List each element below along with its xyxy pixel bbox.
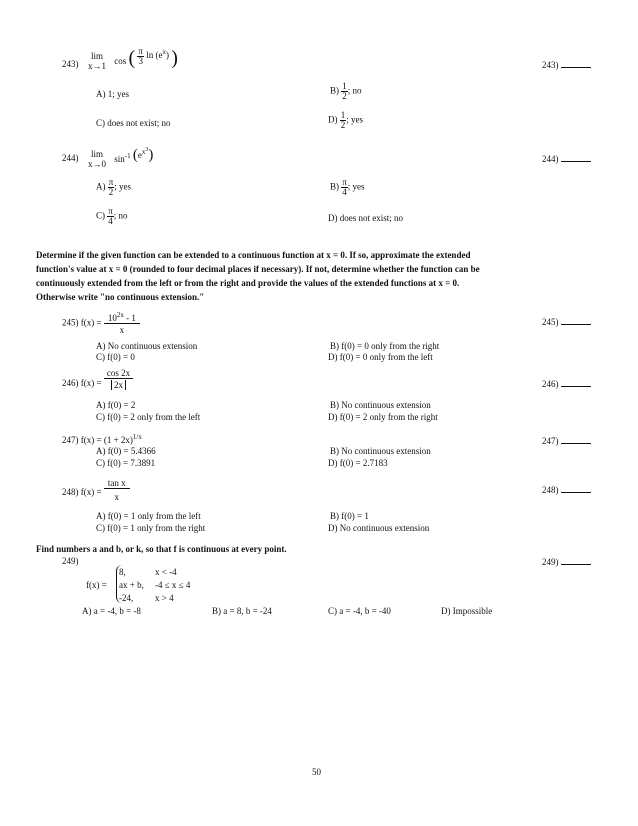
q248-option-a[interactable]: A) f(0) = 1 only from the left xyxy=(96,511,201,521)
fraction xyxy=(104,479,130,502)
question-243-number: 243) xyxy=(62,59,79,69)
answer-blank[interactable] xyxy=(561,556,591,565)
q245-option-c[interactable]: C) f(0) = 0 xyxy=(96,352,135,362)
den: 4 xyxy=(342,187,347,197)
answer-blank[interactable] xyxy=(561,435,591,444)
fx-label: f(x) = xyxy=(80,377,102,388)
q249-option-c[interactable]: C) a = -4, b = -40 xyxy=(328,606,391,616)
den: 2 xyxy=(108,187,114,197)
q244-option-d[interactable]: D) does not exist; no xyxy=(328,213,403,223)
instructions-line-2: function's value at x = 0 (rounded to four decimal places if necessary). If not, determine whether the function can be xyxy=(36,264,480,274)
abs-denominator: 2x xyxy=(111,380,126,390)
question-number: 247) xyxy=(62,435,79,445)
answer-line-246[interactable] xyxy=(542,378,591,389)
denominator: x xyxy=(114,492,119,502)
instructions-line-4: Otherwise write "no continuous extension." xyxy=(36,292,205,302)
question-248-expression xyxy=(62,479,130,502)
exponent: 2x xyxy=(116,311,124,319)
q247-option-b[interactable]: B) No continuous extension xyxy=(330,446,431,456)
q248-option-c[interactable]: C) f(0) = 1 only from the right xyxy=(96,523,206,533)
answer-line-245[interactable] xyxy=(542,316,591,327)
right-paren: ) xyxy=(148,147,154,164)
answer-label: 249) xyxy=(542,557,559,567)
three-denominator: 3 xyxy=(138,55,143,66)
cos-text: cos xyxy=(114,56,127,66)
numerator xyxy=(104,312,140,324)
answer-blank[interactable] xyxy=(561,316,591,325)
q244-option-b[interactable] xyxy=(330,178,365,197)
exp-three: 3 xyxy=(145,147,149,153)
piece-1-expr: 8, xyxy=(119,567,126,577)
question-244-number: 244) xyxy=(62,153,79,163)
q245-option-d[interactable]: D) f(0) = 0 only from the left xyxy=(328,352,433,362)
q247-option-a[interactable]: A) f(0) = 5.4366 xyxy=(96,446,156,456)
answer-line-249[interactable] xyxy=(542,556,591,567)
q243-option-c[interactable]: C) does not exist; no xyxy=(96,118,171,128)
answer-label: 244) xyxy=(542,154,559,164)
option-suffix: ; yes xyxy=(347,181,365,192)
ln-text: ln (e xyxy=(146,50,163,61)
question-246-expression xyxy=(62,369,133,390)
left-paren: ( xyxy=(128,47,136,69)
close-paren: ) xyxy=(165,50,169,61)
piece-3-expr: -24, xyxy=(119,593,134,603)
instructions-line-1: Determine if the given function can be extended to a continuous function at x = 0. If so, approximate the extended xyxy=(36,250,471,260)
q245-option-b[interactable]: B) f(0) = 0 only from the right xyxy=(330,341,440,351)
sin-text: sin xyxy=(114,154,125,164)
den: 4 xyxy=(108,216,113,226)
exp-x: x xyxy=(141,148,146,156)
fraction xyxy=(104,312,140,335)
answer-label: 243) xyxy=(542,60,559,70)
piece-2-cond: -4 ≤ x ≤ 4 xyxy=(155,580,191,590)
option-prefix: D) xyxy=(328,114,338,125)
q246-option-b[interactable]: B) No continuous extension xyxy=(330,400,431,410)
answer-blank[interactable] xyxy=(561,378,591,387)
lim-subscript: x→0 xyxy=(88,158,106,169)
q247-option-d[interactable]: D) f(0) = 2.7183 xyxy=(328,458,388,468)
answer-line-248[interactable] xyxy=(542,484,591,495)
q246-option-a[interactable]: A) f(0) = 2 xyxy=(96,400,136,410)
q245-option-a[interactable]: A) No continuous extension xyxy=(96,341,198,351)
question-number: 248) xyxy=(62,486,79,497)
num: π xyxy=(108,177,114,187)
option-suffix: ; no xyxy=(113,210,128,221)
instructions-line-3: continuously extended from the left or from the right and provide the values of the extended functions at x = 0. xyxy=(36,278,460,288)
numerator: tan x xyxy=(104,479,130,489)
q248-option-d[interactable]: D) No continuous extension xyxy=(328,523,430,533)
q246-option-d[interactable]: D) f(0) = 2 only from the right xyxy=(328,412,438,422)
option-suffix: ; yes xyxy=(346,114,363,125)
fx-expression: f(x) = (1 + 2x) xyxy=(80,435,133,445)
limit-operator xyxy=(88,150,106,170)
fx-label: f(x) = xyxy=(80,486,102,497)
lim-subscript: x→1 xyxy=(88,60,106,71)
answer-blank[interactable] xyxy=(561,153,591,162)
page-number: 50 xyxy=(312,767,321,777)
q243-option-a[interactable]: A) 1; yes xyxy=(96,89,129,99)
pi-over-3 xyxy=(137,47,144,66)
piece-3-cond: x > 4 xyxy=(155,593,174,603)
answer-label: 245) xyxy=(542,317,559,327)
answer-blank[interactable] xyxy=(561,484,591,493)
question-number: 245) xyxy=(62,317,79,328)
num: π xyxy=(108,206,113,216)
answer-label: 248) xyxy=(542,485,559,495)
q244-option-c[interactable] xyxy=(96,207,128,226)
q249-option-a[interactable]: A) a = -4, b = -8 xyxy=(82,606,141,616)
option-suffix: ; no xyxy=(347,85,362,96)
left-paren: ( xyxy=(132,147,138,164)
piece-1-cond: x < -4 xyxy=(155,567,177,577)
q247-option-c[interactable]: C) f(0) = 7.3891 xyxy=(96,458,156,468)
exponent: 1/x xyxy=(132,433,142,441)
lim-text: lim xyxy=(90,51,103,61)
question-247-expression xyxy=(62,433,142,445)
q249-option-b[interactable]: B) a = 8, b = -24 xyxy=(212,606,272,616)
exponent-x: x xyxy=(162,48,166,57)
e-text: e xyxy=(137,150,142,160)
piece-2-expr: ax + b, xyxy=(119,580,144,590)
lim-text: lim xyxy=(90,149,103,159)
answer-line-243[interactable] xyxy=(542,59,591,70)
den: 2 xyxy=(342,91,347,101)
q243-option-b[interactable] xyxy=(330,82,362,101)
question-number: 246) xyxy=(62,377,79,388)
denominator: x xyxy=(119,325,125,335)
instructions-2: Find numbers a and b, or k, so that f is continuous at every point. xyxy=(36,544,287,554)
q249-option-d[interactable]: D) Impossible xyxy=(441,606,493,616)
question-245-expression xyxy=(62,312,140,335)
answer-line-247[interactable] xyxy=(542,435,591,446)
answer-label: 247) xyxy=(542,436,559,446)
fx-label: f(x) = xyxy=(80,317,102,328)
fraction xyxy=(104,369,133,390)
option-prefix: C) xyxy=(96,210,105,221)
option-prefix: B) xyxy=(330,181,339,192)
question-249-number: 249) xyxy=(62,556,79,566)
answer-line-244[interactable] xyxy=(542,153,591,164)
option-suffix: ; yes xyxy=(114,181,132,192)
num: π xyxy=(342,177,347,187)
q244-option-a[interactable] xyxy=(96,178,131,197)
right-paren: ) xyxy=(171,47,178,69)
pi-numerator: π xyxy=(138,45,143,56)
den: 2 xyxy=(340,120,346,130)
question-243-expression xyxy=(88,45,178,72)
question-244-expression xyxy=(88,147,154,170)
numerator: cos 2x xyxy=(104,369,133,379)
num: 1 xyxy=(340,110,346,120)
piecewise-fx: f(x) = xyxy=(86,580,107,590)
base: 10 xyxy=(107,313,117,323)
answer-blank[interactable] xyxy=(561,59,591,68)
answer-label: 246) xyxy=(542,379,559,389)
limit-operator xyxy=(88,52,106,72)
inverse-exponent: -1 xyxy=(124,152,131,160)
option-prefix: B) xyxy=(330,85,339,96)
num: 1 xyxy=(342,81,347,91)
q243-option-d[interactable] xyxy=(328,111,363,130)
q246-option-c[interactable]: C) f(0) = 2 only from the left xyxy=(96,412,201,422)
q248-option-b[interactable]: B) f(0) = 1 xyxy=(330,511,369,521)
numerator-rest: - 1 xyxy=(123,313,136,323)
option-prefix: A) xyxy=(96,181,106,192)
